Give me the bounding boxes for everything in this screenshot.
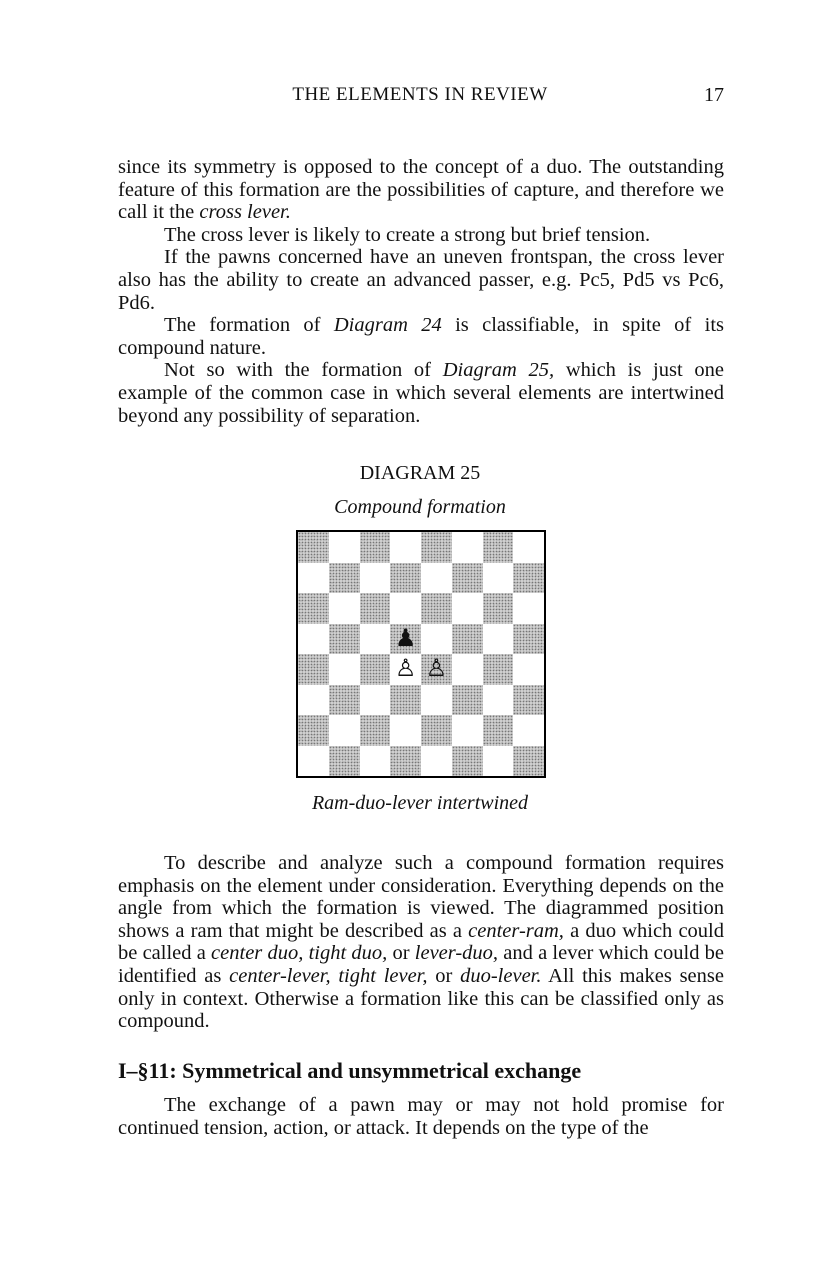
square-a3 bbox=[298, 685, 329, 716]
square-d8 bbox=[390, 532, 421, 563]
square-h4 bbox=[513, 654, 544, 685]
square-f2 bbox=[452, 715, 483, 746]
diagram-subtitle: Compound formation bbox=[334, 496, 506, 518]
paragraph bbox=[118, 156, 724, 224]
italic-run: duo-lever. bbox=[460, 964, 542, 987]
square-a5 bbox=[298, 624, 329, 655]
text-run: and a lever which could be identified as bbox=[118, 942, 725, 987]
black-pawn-icon: ♟ bbox=[394, 625, 417, 652]
square-b2 bbox=[329, 715, 360, 746]
square-c1 bbox=[360, 746, 391, 777]
italic-run: cross lever. bbox=[199, 201, 291, 224]
square-d1 bbox=[390, 746, 421, 777]
text-run: since its symmetry is opposed to the concept of a duo. The outstanding feature of this formation are the possibilities of capture, and therefore we call it the bbox=[118, 156, 724, 224]
running-head: THE ELEMENTS IN REVIEW bbox=[292, 84, 548, 105]
square-a2 bbox=[298, 715, 329, 746]
square-h6 bbox=[513, 593, 544, 624]
square-g3 bbox=[483, 685, 514, 716]
white-pawn-icon: ♙ bbox=[394, 656, 417, 683]
paragraph bbox=[118, 852, 724, 1033]
square-c4 bbox=[360, 654, 391, 685]
square-g8 bbox=[483, 532, 514, 563]
square-h7 bbox=[513, 563, 544, 594]
text-run: or bbox=[387, 942, 415, 965]
page-header bbox=[0, 82, 840, 108]
square-d7 bbox=[390, 563, 421, 594]
text-run: is classifiable, in spite of its compound nature. bbox=[118, 314, 724, 359]
italic-run: Diagram 25, bbox=[442, 359, 555, 382]
italic-run: center-lever, tight lever, bbox=[229, 964, 428, 987]
white-pawn-icon: ♙ bbox=[425, 656, 448, 683]
square-a6 bbox=[298, 593, 329, 624]
square-c6 bbox=[360, 593, 391, 624]
paragraph bbox=[118, 314, 724, 359]
square-f3 bbox=[452, 685, 483, 716]
square-f1 bbox=[452, 746, 483, 777]
text-run: All this makes sense only in context. Otherwise a formation like this can be classified only as compound. bbox=[118, 964, 724, 1033]
text-run: If the pawns concerned have an uneven frontspan, the cross lever also has the ability to create an advanced passer, e.g. Pc5, Pd5 vs Pc6, Pd6. bbox=[118, 246, 724, 314]
chess-board bbox=[296, 530, 546, 778]
square-b6 bbox=[329, 593, 360, 624]
square-e6 bbox=[421, 593, 452, 624]
diagram-title: DIAGRAM 25 bbox=[359, 462, 481, 484]
body-text-middle bbox=[118, 852, 724, 1033]
page-number: 17 bbox=[704, 84, 724, 106]
square-e2 bbox=[421, 715, 452, 746]
body-text-top bbox=[118, 156, 724, 427]
square-c3 bbox=[360, 685, 391, 716]
square-e3 bbox=[421, 685, 452, 716]
square-b7 bbox=[329, 563, 360, 594]
square-b5 bbox=[329, 624, 360, 655]
square-e1 bbox=[421, 746, 452, 777]
square-c2 bbox=[360, 715, 391, 746]
square-b8 bbox=[329, 532, 360, 563]
square-e8 bbox=[421, 532, 452, 563]
square-g4 bbox=[483, 654, 514, 685]
text-run: or bbox=[427, 964, 461, 987]
square-h8 bbox=[513, 532, 544, 563]
italic-run: Diagram 24 bbox=[333, 314, 442, 337]
diagram-caption: Ram-duo-lever intertwined bbox=[311, 792, 529, 814]
square-g1 bbox=[483, 746, 514, 777]
square-d3 bbox=[390, 685, 421, 716]
text-run: To describe and analyze such a compound formation requires emphasis on the element under consideration. Everything depends on the angle from which the formation is viewed. The diagrammed position shows a ram that might be described as a bbox=[118, 852, 724, 942]
square-g2 bbox=[483, 715, 514, 746]
italic-run: center-ram, bbox=[468, 919, 564, 942]
square-e5 bbox=[421, 624, 452, 655]
square-f4 bbox=[452, 654, 483, 685]
square-d4 bbox=[390, 654, 421, 685]
square-h2 bbox=[513, 715, 544, 746]
text-run: which is just one example of the common case in which several elements are intertwined beyond any possibility of separation. bbox=[118, 359, 724, 427]
square-b3 bbox=[329, 685, 360, 716]
square-a4 bbox=[298, 654, 329, 685]
square-f8 bbox=[452, 532, 483, 563]
square-b4 bbox=[329, 654, 360, 685]
text-run: The cross lever is likely to create a strong but brief tension. bbox=[164, 223, 651, 246]
square-f5 bbox=[452, 624, 483, 655]
paragraph bbox=[118, 224, 724, 247]
text-run: Not so with the formation of bbox=[164, 359, 443, 382]
italic-run: lever-duo, bbox=[414, 942, 499, 965]
square-h1 bbox=[513, 746, 544, 777]
text-run: The formation of bbox=[164, 314, 334, 337]
italic-run: center duo, tight duo, bbox=[211, 942, 388, 965]
square-d5 bbox=[390, 624, 421, 655]
square-g6 bbox=[483, 593, 514, 624]
paragraph bbox=[118, 1094, 724, 1139]
square-h3 bbox=[513, 685, 544, 716]
square-e4 bbox=[421, 654, 452, 685]
square-e7 bbox=[421, 563, 452, 594]
body-text-bottom bbox=[118, 1094, 724, 1139]
text-run: The exchange of a pawn may or may not hold promise for continued tension, action, or attack. It depends on the type of the bbox=[118, 1094, 724, 1139]
section-heading: I–§11: Symmetrical and unsymmetrical exchange bbox=[118, 1058, 582, 1083]
square-f6 bbox=[452, 593, 483, 624]
square-c7 bbox=[360, 563, 391, 594]
square-a8 bbox=[298, 532, 329, 563]
paragraph bbox=[118, 359, 724, 427]
square-b1 bbox=[329, 746, 360, 777]
square-a1 bbox=[298, 746, 329, 777]
square-g7 bbox=[483, 563, 514, 594]
square-a7 bbox=[298, 563, 329, 594]
square-c8 bbox=[360, 532, 391, 563]
square-g5 bbox=[483, 624, 514, 655]
square-d2 bbox=[390, 715, 421, 746]
square-h5 bbox=[513, 624, 544, 655]
square-c5 bbox=[360, 624, 391, 655]
square-d6 bbox=[390, 593, 421, 624]
text-run: a duo which could be called a bbox=[118, 919, 724, 965]
square-f7 bbox=[452, 563, 483, 594]
paragraph bbox=[118, 246, 724, 314]
